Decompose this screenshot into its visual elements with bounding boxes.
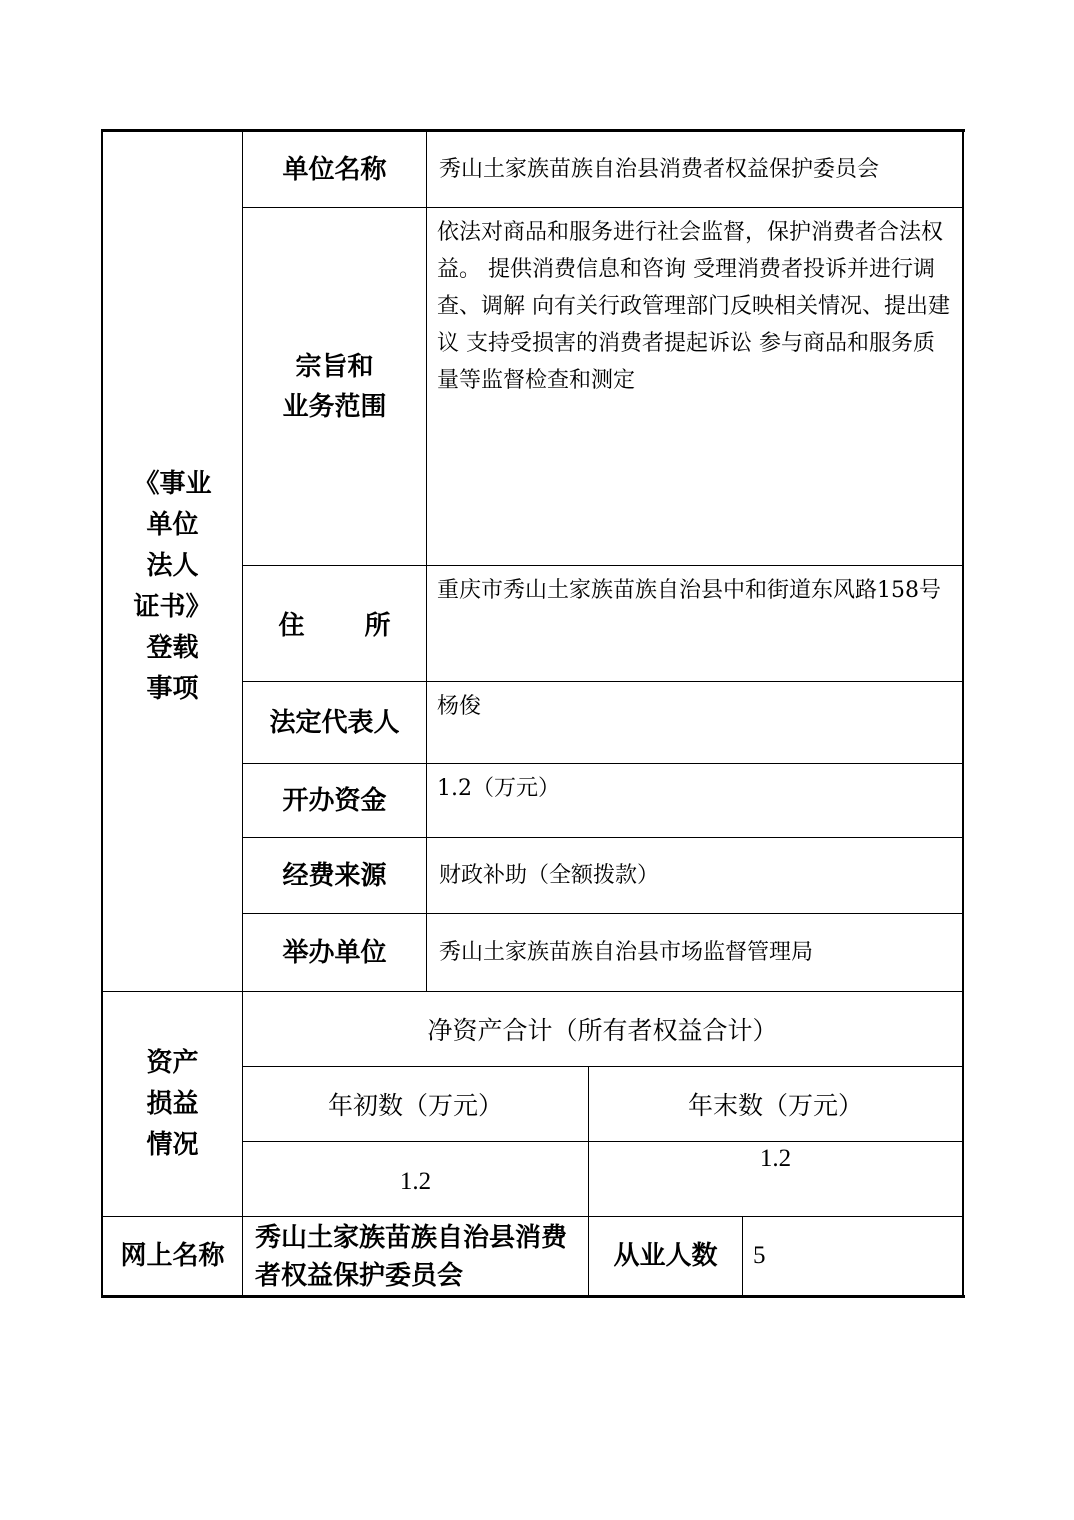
capital-label: 开办资金 xyxy=(282,785,387,816)
legal-rep-label: 法定代表人 xyxy=(269,707,400,738)
table-border-right xyxy=(962,129,964,1298)
begin-year-value: 1.2 xyxy=(399,1168,432,1195)
sponsor-label: 举办单位 xyxy=(282,937,387,968)
end-year-header: 年末数（万元） xyxy=(687,1091,863,1120)
funding-value: 财政补助（全额拨款） xyxy=(439,863,660,888)
registration-section-label: 《事业 单位 法人 证书》 登载 事项 xyxy=(133,468,212,704)
purpose-value: 依法对商品和服务进行社会监督，保护消费者合法权益。 提供消费信息和咨询 受理消费者投诉并进行调查、调解 向有关行政管理部门反映相关情况、提出建议 支持受损害的消费者提起诉讼 参与商品和服务质量等监督检查和测定 xyxy=(437,220,950,393)
address-label xyxy=(243,566,426,681)
address-label-char-2: 所 xyxy=(364,611,391,641)
funding-label: 经费来源 xyxy=(282,860,387,891)
address-value: 重庆市秀山土家族苗族自治县中和街道东风路158号 xyxy=(437,578,941,603)
end-year-value: 1.2 xyxy=(759,1145,792,1172)
unit-name-label: 单位名称 xyxy=(282,154,387,185)
address-label-char-1: 住 xyxy=(278,611,305,641)
assets-section-label: 资产 损益 情况 xyxy=(146,1047,199,1160)
online-name-value: 秀山土家族苗族自治县消费者权益保护委员会 xyxy=(255,1223,568,1291)
unit-name-value: 秀山土家族苗族自治县消费者权益保护委员会 xyxy=(439,157,880,182)
sponsor-value: 秀山土家族苗族自治县市场监督管理局 xyxy=(439,940,814,965)
net-assets-header: 净资产合计（所有者权益合计） xyxy=(427,1016,778,1045)
begin-year-header: 年初数（万元） xyxy=(327,1091,503,1120)
capital-value: 1.2（万元） xyxy=(437,776,560,801)
purpose-label: 宗旨和 业务范围 xyxy=(282,351,387,422)
online-name-label: 网上名称 xyxy=(120,1241,225,1271)
staff-count-label: 从业人数 xyxy=(613,1241,718,1271)
table-border-bottom xyxy=(101,1295,965,1298)
legal-rep-value: 杨俊 xyxy=(437,694,482,719)
staff-count-value: 5 xyxy=(753,1242,766,1269)
